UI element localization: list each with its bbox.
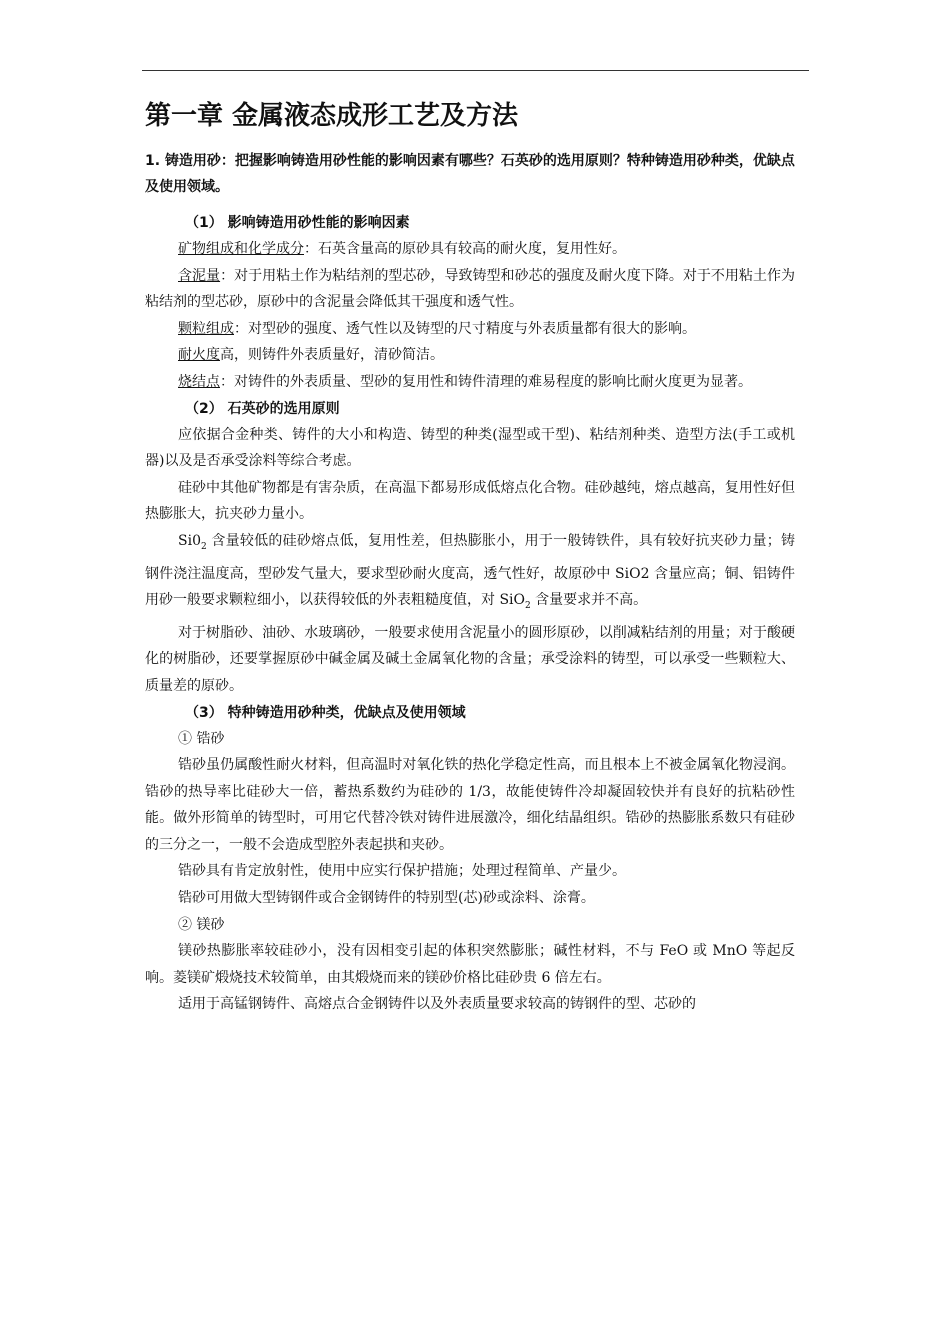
paragraph: 镁砂热膨胀率较硅砂小，没有因相变引起的体积突然膨胀；碱性材料，不与 FeO 或 MnO 等起反响。菱镁矿煅烧技术较简单，由其煅烧而来的镁砂价格比硅砂贵 6 倍左右。 bbox=[145, 943, 795, 986]
subscript: 2 bbox=[525, 601, 531, 612]
term: 耐火度 bbox=[178, 347, 220, 364]
paragraph: 含泥量：对于用粘土作为粘结剂的型芯砂，导致铸型和砂芯的强度及耐火度下降。对于不用粘土作为粘结剂的型芯砂，原砂中的含泥量会降低其干强度和透气性。 bbox=[145, 267, 796, 311]
paragraph: 应依据合金种类、铸件的大小和构造、铸型的种类(湿型或干型)、粘结剂种类、造型方法(手工或机器)以及是否承受涂料等综合考虑。 bbox=[145, 426, 795, 470]
subscript: 2 bbox=[200, 541, 207, 552]
paragraph: 耐火度高，则铸件外表质量好，清砂简洁。 bbox=[178, 347, 444, 364]
paragraph: 颗粒组成：对型砂的强度、透气性以及铸型的尺寸精度与外表质量都有很大的影响。 bbox=[178, 320, 696, 337]
section-heading-2: （2） 石英砂的选用原则 bbox=[185, 400, 340, 417]
term: 含泥量 bbox=[178, 267, 221, 284]
paragraph: 锆砂可用做大型铸钢件或合金钢铸件的特别型(芯)砂或涂料、涂膏。 bbox=[178, 890, 595, 907]
term: 矿物组成和化学成分 bbox=[178, 241, 304, 257]
term: 颗粒组成 bbox=[178, 320, 234, 337]
paragraph: 适用于高锰钢铸件、高熔点合金钢铸件以及外表质量要求较高的铸钢件的型、芯砂的 bbox=[178, 996, 696, 1013]
section-heading-1: （1） 影响铸造用砂性能的影响因素 bbox=[185, 215, 410, 231]
chapter-title: 第一章 金属液态成形工艺及方法 bbox=[145, 101, 519, 131]
paragraph: 矿物组成和化学成分：石英含量高的原砂具有较高的耐火度，复用性好。 bbox=[178, 241, 626, 257]
term: 烧结点 bbox=[178, 373, 220, 390]
paragraph: $Si0_2$ 含量较低的硅砂熔点低，复用性差，但热膨胀小，用于一般铸铁件，具有较好抗夹砂力量；铸钢件浇注温度高，型砂发气量大，要求型砂耐火度高，透气性好，故原砂中 SiO2 含量应高；铜、铝铸件用砂一般要求颗粒细小，以获得较低的外表粗糙度值，对 SiO$_2$ 含量要求并不高。 bbox=[145, 532, 795, 612]
header-rule bbox=[142, 70, 809, 71]
section-heading-3: （3） 特种铸造用砂种类，优缺点及使用领域 bbox=[185, 704, 466, 721]
paragraph: 硅砂中其他矿物都是有害杂质，在高温下都易形成低熔点化合物。硅砂越纯，熔点越高，复用性好但热膨胀大，抗夹砂力量小。 bbox=[145, 479, 795, 523]
question-heading: 1. 铸造用砂：把握影响铸造用砂性能的影响因素有哪些？石英砂的选用原则？特种铸造用砂种类，优缺点及使用领域。 bbox=[145, 153, 795, 195]
paragraph: 对于树脂砂、油砂、水玻璃砂，一般要求使用含泥量小的圆形原砂，以削减粘结剂的用量；对于酸硬化的树脂砂，还要掌握原砂中碱金属及碱土金属氧化物的含量；承受涂料的铸型，可以承受一些颗粒大、质量差的原砂。 bbox=[145, 624, 795, 694]
list-item-title: ② 镁砂 bbox=[178, 916, 225, 933]
paragraph: 锆砂虽仍属酸性耐火材料，但高温时对氧化铁的热化学稳定性高，而且根本上不被金属氧化物浸润。锆砂的热导率比硅砂大一倍，蓄热系数约为硅砂的 1/3，故能使铸件冷却凝固较快并有良好的抗粘砂性能。做外形简单的铸型时，可用它代替冷铁对铸件进展激冷，细化结晶组织。锆砂的热膨胀系数只有硅砂的三分之一，一般不会造成型腔外表起拱和夹砂。 bbox=[145, 757, 795, 853]
paragraph: 烧结点：对铸件的外表质量、型砂的复用性和铸件清理的难易程度的影响比耐火度更为显著。 bbox=[178, 373, 752, 390]
document-body bbox=[145, 96, 795, 1018]
paragraph: 锆砂具有肯定放射性，使用中应实行保护措施；处理过程简单、产量少。 bbox=[178, 863, 626, 880]
list-item-title: ① 锆砂 bbox=[178, 730, 225, 747]
